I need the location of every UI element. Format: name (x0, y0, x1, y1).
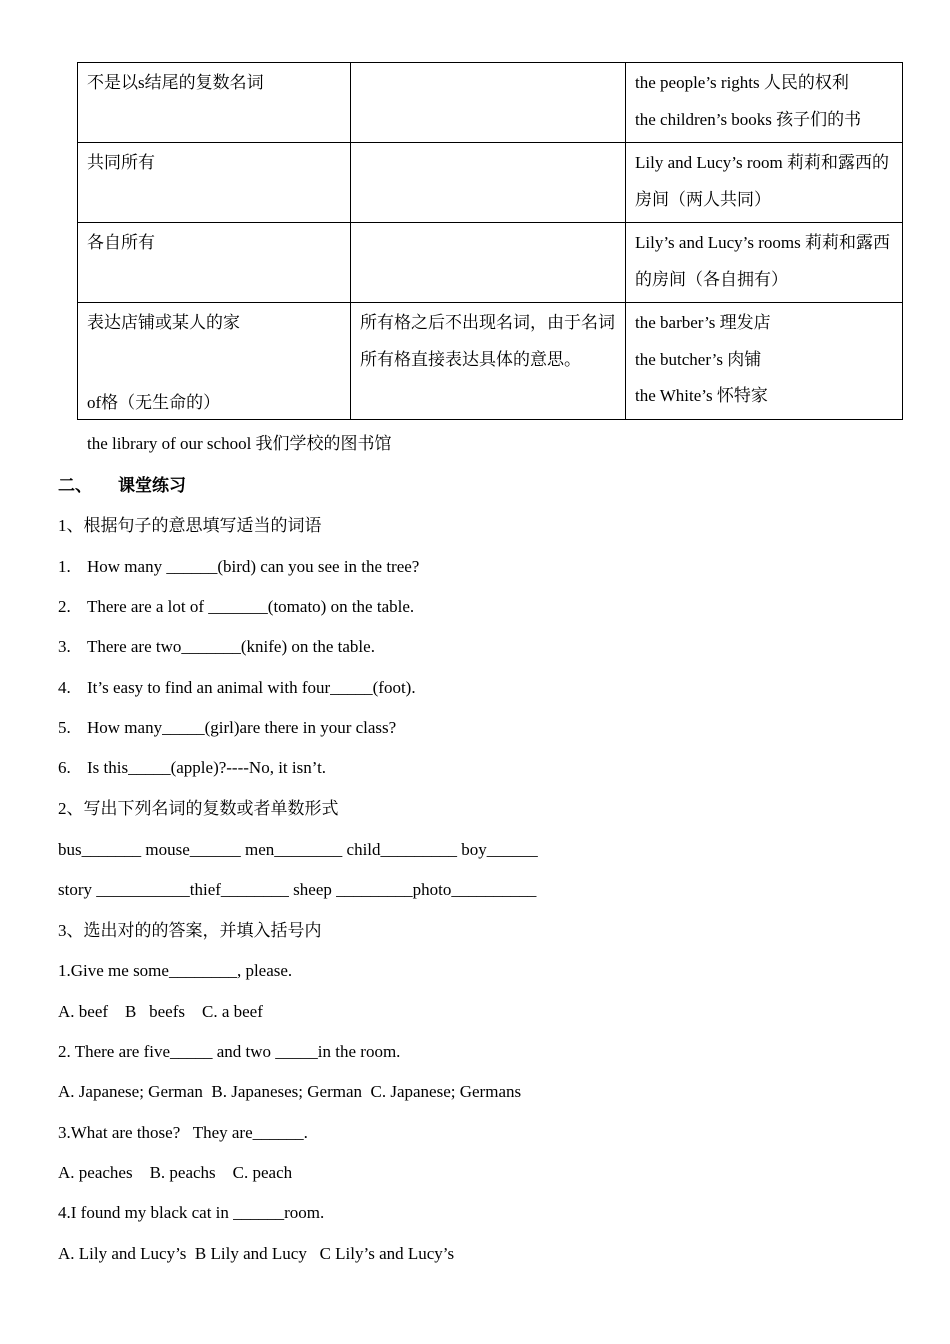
cell-line: the White’s 怀特家 (635, 386, 768, 405)
table-cell (351, 63, 626, 143)
table-cell: Lily and Lucy’s room 莉莉和露西的房间（两人共同） (626, 143, 903, 223)
answer-options: A. beef B beefs C. a beef (58, 1002, 263, 1021)
item-number: 3. (58, 637, 71, 656)
item-text: There are two_______(knife) on the table. (87, 637, 375, 656)
item-text: How many_____(girl)are there in your class? (87, 718, 397, 737)
section-heading-number: 二、 (58, 476, 92, 495)
item-number: 5. (58, 718, 71, 737)
table-cell (626, 63, 903, 143)
question-text: 3.What are those? They are______. (58, 1123, 308, 1142)
possessive-table (77, 62, 903, 420)
cell-line: the children’s books 孩子们的书 (635, 109, 862, 129)
table-cell (626, 303, 903, 420)
item-number: 2. (58, 597, 71, 616)
item-number: 4. (58, 678, 71, 697)
item-text: Is this_____(apple)?----No, it isn’t. (87, 758, 327, 777)
section-heading (58, 474, 186, 498)
answer-options: A. Lily and Lucy’s B Lily and Lucy C Lily’s and Lucy’s (58, 1244, 455, 1263)
answer-options: A. Japanese; German B. Japaneses; German C. Japanese; Germans (58, 1082, 522, 1101)
table-cell: 表达店铺或某人的家 (78, 303, 351, 420)
of-possessive-title: of格（无生命的） (87, 393, 221, 412)
question-text: 4.I found my black cat in ______room. (58, 1203, 325, 1222)
table-cell: 所有格之后不出现名词，由于名词所有格直接表达具体的意思。 (351, 303, 626, 420)
table-cell: 共同所有 (78, 143, 351, 223)
exercise-1-title: 1、根据句子的意思填写适当的词语 (58, 516, 322, 535)
cell-line: the people’s rights 人民的权利 (635, 73, 849, 92)
question-text: 2. There are five_____ and two _____in the room. (58, 1042, 401, 1061)
item-text: How many ______(bird) can you see in the tree? (87, 557, 420, 576)
section-heading-text: 课堂练习 (118, 476, 186, 495)
table-cell: 各自所有 (78, 223, 351, 303)
exercise-2-line: bus_______ mouse______ men________ child_________ boy______ (58, 840, 538, 859)
table-cell: 不是以s结尾的复数名词 (78, 63, 351, 143)
cell-line: the butcher’s 肉铺 (635, 349, 762, 369)
cell-line: the barber’s 理发店 (635, 313, 771, 332)
answer-options: A. peaches B. peachs C. peach (58, 1163, 293, 1182)
table-cell: Lily’s and Lucy’s rooms 莉莉和露西的房间（各自拥有） (626, 223, 903, 303)
question-text: 1.Give me some________, please. (58, 961, 293, 980)
table-cell (351, 223, 626, 303)
table-cell (351, 143, 626, 223)
item-text: It’s easy to find an animal with four_____(foot). (87, 678, 416, 697)
exercise-2-title: 2、写出下列名词的复数或者单数形式 (58, 799, 339, 818)
item-number: 6. (58, 758, 71, 777)
item-number: 1. (58, 557, 71, 576)
table-row (78, 223, 903, 303)
exercise-2-line: story ___________thief________ sheep _________photo__________ (58, 880, 537, 899)
table-row (78, 63, 903, 143)
item-text: There are a lot of _______(tomato) on the table. (87, 597, 415, 616)
exercise-3-title: 3、选出对的的答案，并填入括号内 (58, 921, 322, 940)
table-row (78, 143, 903, 223)
of-possessive-example: the library of our school 我们学校的图书馆 (87, 434, 392, 453)
